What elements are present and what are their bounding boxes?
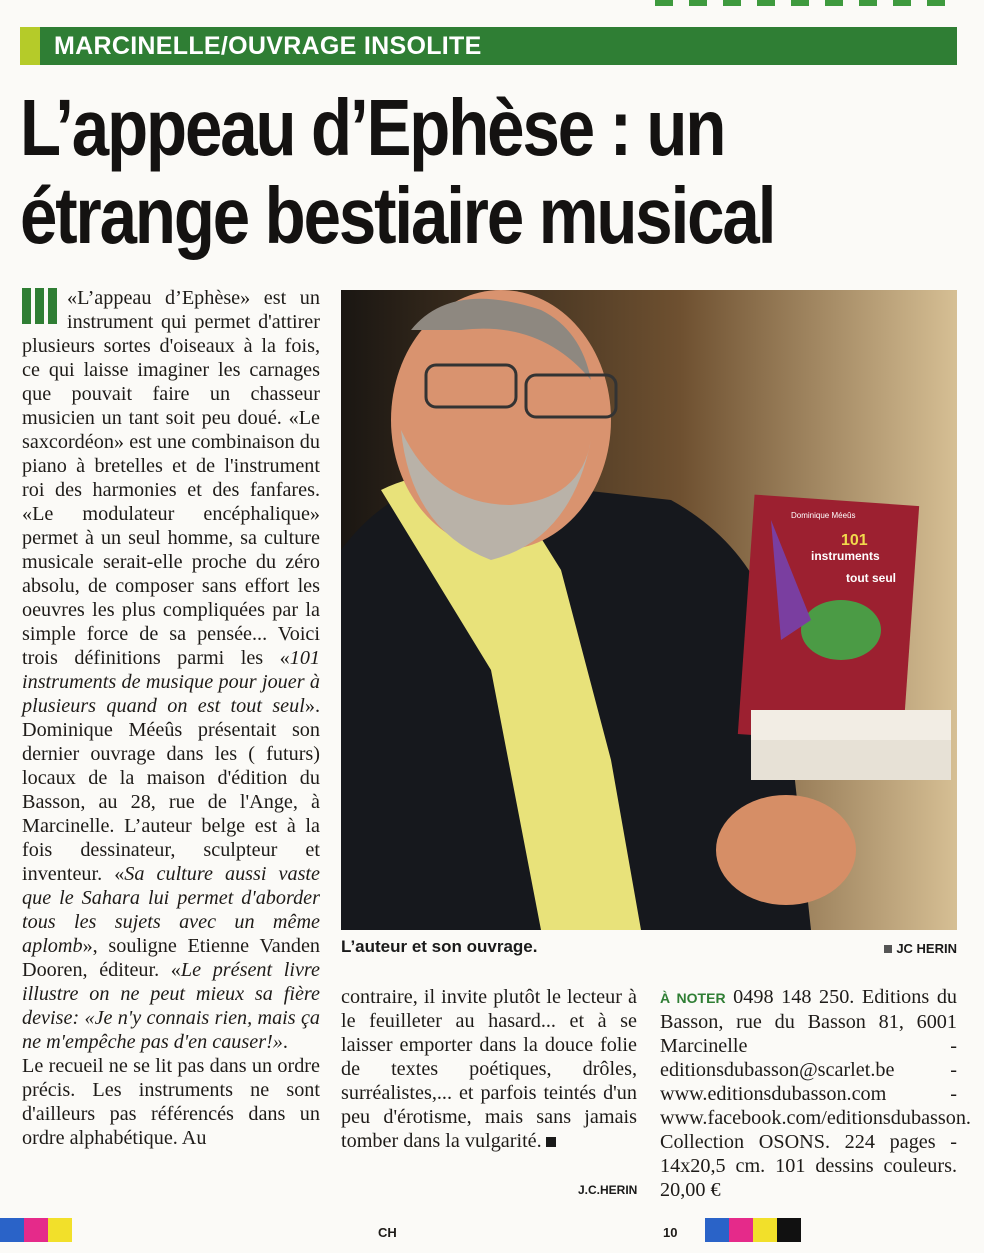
article-column-1 xyxy=(22,286,320,1150)
credit-square-icon xyxy=(884,945,892,953)
headline-line-2: étrange bestiaire musical xyxy=(20,171,775,260)
note-label: À NOTER xyxy=(660,990,726,1006)
folio-left: CH xyxy=(378,1225,397,1240)
info-details: 0498 148 250. Editions du Basson, rue du Basson 81, 6001 Marcinelle - editionsdubasson@scarlet.be - www.editionsdubasson.com - www.facebook.com/editionsdubasson. Collection OSONS. 224 pages - 14x20,5 cm. 101 dessins couleurs. 20,00 € xyxy=(660,986,971,1201)
info-box xyxy=(660,985,971,1202)
paragraph-text: contraire, il invite plutôt le lecteur à le feuilleter au hasard... et à se laisser emporter dans la douce folie de textes poétiques, drôles, surréalistes,... et parfois teintés d'un peu d'érotisme, mais sans jamais tomber dans la vulgarité. xyxy=(341,986,637,1152)
photo-credit xyxy=(884,941,957,956)
print-color-bar-right xyxy=(705,1218,801,1242)
paragraph-text: . xyxy=(282,1031,288,1053)
end-mark-icon xyxy=(546,1137,556,1147)
article-signature: J.C.HERIN xyxy=(578,1183,638,1197)
paragraph-text: », souligne Etienne Vanden Dooren, éditeur. « xyxy=(22,935,320,981)
book-author-text: Dominique Méeûs xyxy=(791,511,856,520)
book-title: 101 instruments de musique pour jouer à plusieurs quand on est tout seul xyxy=(22,647,320,717)
lead-bars-icon xyxy=(22,288,57,324)
book-number-text: 101 xyxy=(841,532,868,549)
info-text xyxy=(660,985,971,1202)
book-word1-text: instruments xyxy=(811,549,880,563)
article-paragraph-3 xyxy=(341,985,637,1153)
page-number: 10 xyxy=(663,1225,678,1240)
photo-caption: L’auteur et son ouvrage. xyxy=(341,937,538,956)
quote: Le présent livre illustre on ne peut mieux sa fière devise: «Je n'y connais rien, mais ça ne m'empêche pas d'en causer!» xyxy=(22,959,320,1053)
top-decorative-dashes xyxy=(655,0,955,6)
section-rubric xyxy=(20,27,957,65)
book-word2-text: tout seul xyxy=(846,571,896,585)
author-photo xyxy=(341,290,957,930)
headline-line-1: L’appeau d’Ephèse : un xyxy=(20,83,725,172)
article-paragraph-2: Le recueil ne se lit pas dans un ordre précis. Les instruments ne sont d'ailleurs pas référencés dans un ordre alphabétique. Au xyxy=(22,1055,320,1149)
article-column-2 xyxy=(341,985,637,1153)
paragraph-text: ». Dominique Méeûs présentait son dernier ouvrage dans les ( futurs) locaux de la maison d'édition du Basson, au 28, rue de l'Ange, à Marcinelle. L’auteur belge est à la fois dessinateur, sculpteur et inventeur. « xyxy=(22,695,320,885)
rubric-accent-mark xyxy=(20,27,40,65)
headline xyxy=(20,84,810,260)
article-paragraph-1 xyxy=(22,286,320,1054)
print-color-bar-left xyxy=(0,1218,72,1242)
paragraph-text: «L’appeau d’Ephèse» est un instrument qui permet d'attirer plusieurs sortes d'oiseaux à la fois, ce qui laisse imaginer les carnages que pouvait faire un chasseur musicien un tant soit peu doué. «Le saxcordéon» est une combinaison du piano à bretelles et de l'instrument roi des harmonies et des fanfares. «Le modulateur encéphalique» permet à un seul homme, sa culture musicale serait-elle proche du zéro absolu, de composer sans effort les oeuvres les plus compliquées par la simple force de sa pensée... Voici trois définitions parmi les « xyxy=(22,287,320,669)
photo-credit-text: JC HERIN xyxy=(896,941,957,956)
rubric-label: MARCINELLE/OUVRAGE INSOLITE xyxy=(54,31,482,60)
quote: Sa culture aussi vaste que le Sahara lui permet d'aborder tous les sujets avec un même aplomb xyxy=(22,863,320,957)
